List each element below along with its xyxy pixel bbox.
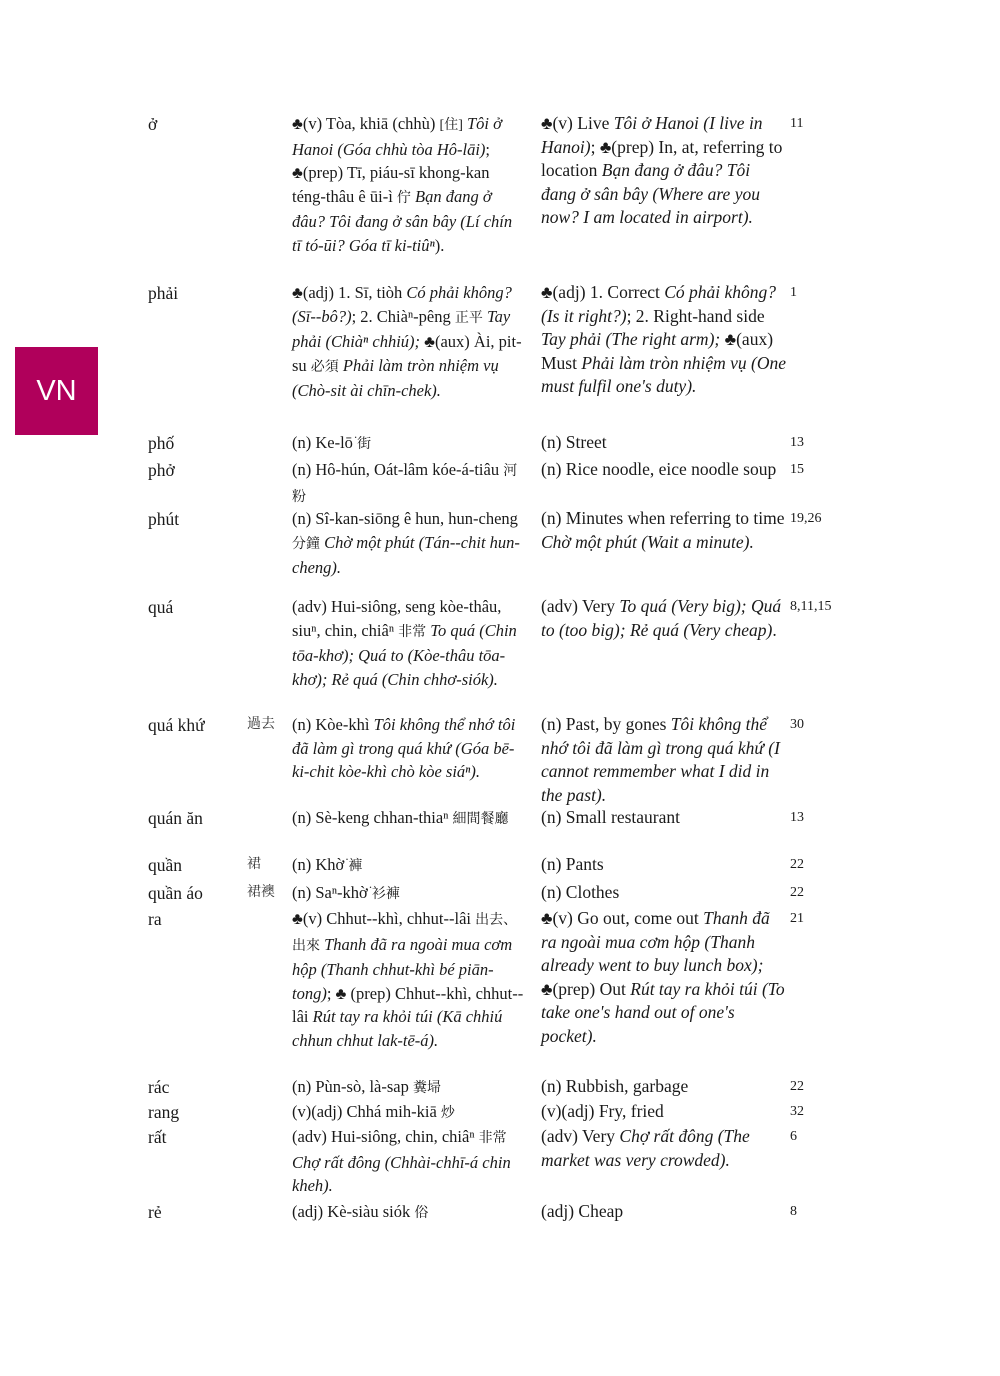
english-definition-segment: (n) Pants bbox=[541, 854, 604, 874]
lesson-reference: 22 bbox=[790, 857, 804, 872]
english-definition bbox=[541, 907, 787, 1048]
taiwanese-definition-segment: 褲 bbox=[348, 859, 363, 874]
english-definition bbox=[541, 806, 787, 830]
english-definition bbox=[541, 458, 787, 482]
english-definition-segment: To quá (Very big); Quá to (too big); Rẻ quá (Very cheap) bbox=[541, 596, 782, 640]
taiwanese-definition-segment: 街 bbox=[357, 437, 372, 452]
taiwanese-definition bbox=[292, 1125, 524, 1198]
headword: rang bbox=[148, 1102, 180, 1122]
taiwanese-definition-segment: 必須 bbox=[310, 359, 339, 375]
english-definition-segment: ♣(adj) 1. Correct bbox=[541, 282, 665, 302]
english-definition-segment: Phải làm tròn nhiệm vụ (One must fulfil one's duty). bbox=[541, 352, 786, 396]
taiwanese-definition-segment: 正平 bbox=[454, 310, 483, 326]
taiwanese-definition-segment: 俗 bbox=[414, 1206, 429, 1221]
lesson-reference: 8,11,15 bbox=[790, 599, 832, 614]
taiwanese-definition bbox=[292, 806, 524, 832]
taiwanese-definition bbox=[292, 1200, 524, 1226]
lesson-reference: 15 bbox=[790, 462, 804, 477]
headword: phở bbox=[148, 460, 175, 480]
english-definition-segment: ♣(v) Live bbox=[541, 113, 614, 133]
headword: quán ăn bbox=[148, 808, 203, 828]
taiwanese-definition-segment: Tay phải (Chiàⁿ chhiú); bbox=[292, 306, 511, 351]
headword: ra bbox=[148, 909, 162, 929]
taiwanese-definition-segment: ; 2. Chiàⁿ-pêng bbox=[351, 306, 455, 326]
lesson-reference: 21 bbox=[790, 911, 804, 926]
taiwanese-definition-segment: ♣(v) Chhut--khì, chhut--lâi bbox=[292, 909, 476, 928]
taiwanese-definition-segment: 分鐘 bbox=[292, 536, 320, 552]
taiwanese-definition-segment: ♣(aux) Ài, pit-su bbox=[292, 332, 522, 375]
taiwanese-definition-segment: Chợ rất đông (Chhài-chhī-á chin kheh). bbox=[292, 1152, 511, 1195]
lesson-reference: 19,26 bbox=[790, 511, 822, 526]
taiwanese-definition-segment: ; ♣ (prep) Chhut--khì, chhut--lâi bbox=[292, 983, 524, 1026]
english-definition-segment: ♣(prep) Out bbox=[541, 978, 631, 999]
headword: quá khứ bbox=[148, 715, 205, 735]
taiwanese-definition bbox=[292, 1075, 524, 1101]
taiwanese-definition-segment: 非常 bbox=[398, 624, 427, 640]
taiwanese-definition-segment: ♣(adj) 1. Sī, tiòh bbox=[292, 283, 407, 302]
english-definition bbox=[541, 713, 787, 807]
headword: rất bbox=[148, 1127, 167, 1147]
lesson-reference: 11 bbox=[790, 116, 804, 131]
taiwanese-definition bbox=[292, 431, 524, 457]
english-definition bbox=[541, 1075, 787, 1099]
section-tab-vn bbox=[15, 347, 98, 435]
lesson-reference: 8 bbox=[790, 1204, 797, 1219]
english-definition bbox=[541, 112, 787, 230]
taiwanese-definition-segment: ). bbox=[434, 235, 445, 255]
english-definition bbox=[541, 881, 787, 905]
taiwanese-definition bbox=[292, 507, 524, 580]
taiwanese-definition bbox=[292, 713, 524, 784]
taiwanese-definition-segment: Có phải không? (Sī--bô?) bbox=[292, 283, 512, 326]
english-definition-segment: (n) Minutes when referring to time bbox=[541, 508, 785, 528]
english-definition-segment: ; ♣(prep) In, at, referring to location bbox=[541, 136, 783, 180]
lesson-reference: 13 bbox=[790, 435, 804, 450]
headword: rẻ bbox=[148, 1202, 162, 1222]
taiwanese-definition-segment: 細間餐廳 bbox=[452, 812, 509, 827]
taiwanese-definition-segment: Rút tay ra khỏi túi (Kā chhiú chhun chhut lak-tē-á). bbox=[292, 1007, 503, 1050]
taiwanese-definition bbox=[292, 281, 524, 403]
english-definition-segment: (adv) Very bbox=[541, 596, 620, 616]
english-definition-segment: Chờ một phút (Wait a minute). bbox=[541, 531, 754, 552]
taiwanese-definition bbox=[292, 881, 524, 907]
english-definition bbox=[541, 595, 787, 642]
taiwanese-definition-segment: 出去、出來 bbox=[292, 913, 518, 954]
english-definition-segment: (n) Clothes bbox=[541, 882, 620, 902]
english-definition-segment: (n) Rice noodle, eice noodle soup bbox=[541, 459, 777, 479]
taiwanese-definition bbox=[292, 907, 524, 1052]
lesson-reference: 13 bbox=[790, 810, 804, 825]
taiwanese-definition-segment: ; ♣(prep) Tī, piáu-sī khong-kan téng-thâu ê ūi-ì bbox=[292, 139, 490, 206]
section-tab-label: VN bbox=[36, 374, 77, 407]
taiwanese-definition-segment: (n) Saⁿ-khờ͘ bbox=[292, 883, 372, 902]
english-definition-segment: Bạn đang ở đâu? Tôi đang ở sân bây (Where are you now? I am located in airport). bbox=[541, 160, 760, 227]
taiwanese-definition-segment: (n) Sî-kan-siōng ê hun, hun-cheng bbox=[292, 509, 518, 528]
english-definition bbox=[541, 507, 787, 554]
english-definition-segment: (v)(adj) Fry, fried bbox=[541, 1101, 664, 1121]
taiwanese-definition-segment: Chờ một phút (Tán--chit hun-cheng). bbox=[292, 532, 520, 577]
taiwanese-definition-segment: ♣(v) Tòa, khiā (chhù) bbox=[292, 114, 440, 133]
english-definition-segment: Thanh đã ra ngoài mua cơm hộp (Thanh already went to buy lunch box); bbox=[541, 908, 770, 975]
taiwanese-definition bbox=[292, 595, 524, 691]
taiwanese-definition-segment: 炒 bbox=[440, 1106, 455, 1121]
taiwanese-definition-segment: 非常 bbox=[478, 1131, 507, 1146]
taiwanese-definition-segment: Phải làm tròn nhiệm vụ (Chò-sit ài chīn-chek). bbox=[292, 355, 499, 400]
english-definition-segment: ♣(v) Go out, come out bbox=[541, 908, 704, 928]
taiwanese-definition-segment: (v)(adj) Chhá mih-kiā bbox=[292, 1102, 441, 1121]
taiwanese-definition-segment: (adj) Kè-siàu siók bbox=[292, 1202, 415, 1221]
lesson-reference: 30 bbox=[790, 717, 804, 732]
taiwanese-definition bbox=[292, 112, 524, 257]
headword: phải bbox=[148, 283, 179, 303]
headword: phố bbox=[148, 433, 175, 453]
english-definition-segment: ♣(aux) Must bbox=[541, 329, 774, 373]
taiwanese-definition-segment: Thanh đã ra ngoài mua cơm hộp (Thanh chhut-khì bé piān-tong) bbox=[292, 934, 513, 1003]
english-definition-segment: Tay phải (The right arm); bbox=[541, 329, 725, 349]
taiwanese-definition-segment: (n) Sè-keng chhan-thiaⁿ bbox=[292, 808, 453, 827]
english-definition bbox=[541, 1200, 787, 1224]
taiwanese-definition-segment: 佇 bbox=[396, 190, 411, 206]
taiwanese-definition-segment: ⁿ bbox=[429, 235, 435, 255]
taiwanese-definition bbox=[292, 1100, 524, 1126]
english-definition-segment: (n) Small restaurant bbox=[541, 807, 680, 827]
taiwanese-definition-segment: To quá (Chin tōa-khơ); Quá to (Kòe-thâu tōa-khơ); Rẻ quá (Chin chhơ-siók). bbox=[292, 620, 517, 689]
lesson-reference: 22 bbox=[790, 885, 804, 900]
taiwanese-definition-segment: (n) Kòe-khì bbox=[292, 715, 374, 734]
english-definition-segment: (adj) Cheap bbox=[541, 1201, 624, 1221]
english-definition-segment: (n) Rubbish, garbage bbox=[541, 1076, 689, 1096]
han-characters: 裙襖 bbox=[247, 885, 275, 900]
taiwanese-definition-segment: Tôi ở Hanoi (Góa chhù tòa Hô-lāi) bbox=[292, 114, 502, 159]
english-definition-segment: (n) Street bbox=[541, 432, 607, 452]
taiwanese-definition bbox=[292, 458, 524, 509]
taiwanese-definition-segment: (n) Pùn-sò, là-sap bbox=[292, 1077, 413, 1096]
lesson-reference: 22 bbox=[790, 1079, 804, 1094]
taiwanese-definition-segment: (n) Khờ͘ bbox=[292, 855, 349, 874]
english-definition-segment: Rút tay ra khỏi túi (To take one's hand out of one's pocket). bbox=[541, 978, 785, 1046]
lesson-reference: 6 bbox=[790, 1129, 797, 1144]
headword: quần áo bbox=[148, 883, 203, 903]
taiwanese-definition-segment: Bạn đang ở đâu? Tôi đang ở sân bây (Lí chín tī tó-ūi? Góa tī ki-tiû bbox=[292, 186, 513, 255]
han-characters: 過去 bbox=[247, 717, 275, 732]
english-definition-segment: Tôi ở Hanoi (I live in Hanoi) bbox=[541, 113, 763, 157]
english-definition-segment: Có phải không? (Is it right?) bbox=[541, 282, 777, 326]
lesson-reference: 32 bbox=[790, 1104, 804, 1119]
lesson-reference: 1 bbox=[790, 285, 797, 300]
headword: quá bbox=[148, 597, 174, 617]
headword: rác bbox=[148, 1077, 170, 1097]
taiwanese-definition bbox=[292, 853, 524, 879]
taiwanese-definition-segment: 糞埽 bbox=[412, 1081, 441, 1096]
english-definition bbox=[541, 1100, 787, 1124]
taiwanese-definition-segment: 衫褲 bbox=[371, 887, 400, 902]
headword: phút bbox=[148, 509, 180, 529]
headword: ở bbox=[148, 114, 158, 134]
english-definition-segment: ; 2. Right-hand side bbox=[626, 305, 765, 326]
headword: quần bbox=[148, 855, 183, 875]
han-characters: 裙 bbox=[247, 857, 261, 872]
taiwanese-definition-segment: (adv) Hui-siông, chin, chiâⁿ bbox=[292, 1127, 479, 1146]
english-definition-segment: Tôi không thể nhớ tôi đã làm gì trong quá khứ (I cannot remmember what I did in the past). bbox=[541, 714, 780, 805]
english-definition bbox=[541, 431, 787, 455]
english-definition-segment: (n) Past, by gones bbox=[541, 714, 671, 734]
english-definition bbox=[541, 853, 787, 877]
taiwanese-definition-segment: [住] bbox=[439, 118, 463, 133]
english-definition bbox=[541, 1125, 787, 1172]
english-definition-segment: Chợ rất đông (The market was very crowded). bbox=[541, 1126, 750, 1170]
taiwanese-definition-segment: (n) Ke-lō͘ bbox=[292, 433, 358, 452]
english-definition-segment: . bbox=[772, 619, 777, 640]
taiwanese-definition-segment: 河粉 bbox=[292, 464, 518, 505]
taiwanese-definition-segment: (n) Hô-hún, Oát-lâm kóe-á-tiâu bbox=[292, 460, 504, 479]
english-definition-segment: (adv) Very bbox=[541, 1126, 620, 1146]
taiwanese-definition-segment: (adv) Hui-siông, seng kòe-thâu, siuⁿ, chin, chiâⁿ bbox=[292, 597, 502, 640]
english-definition bbox=[541, 281, 787, 399]
taiwanese-definition-segment: Tôi không thể nhớ tôi đã làm gì trong quá khứ (Góa bē-ki-chit kòe-khì chò kòe siáⁿ). bbox=[292, 715, 516, 781]
